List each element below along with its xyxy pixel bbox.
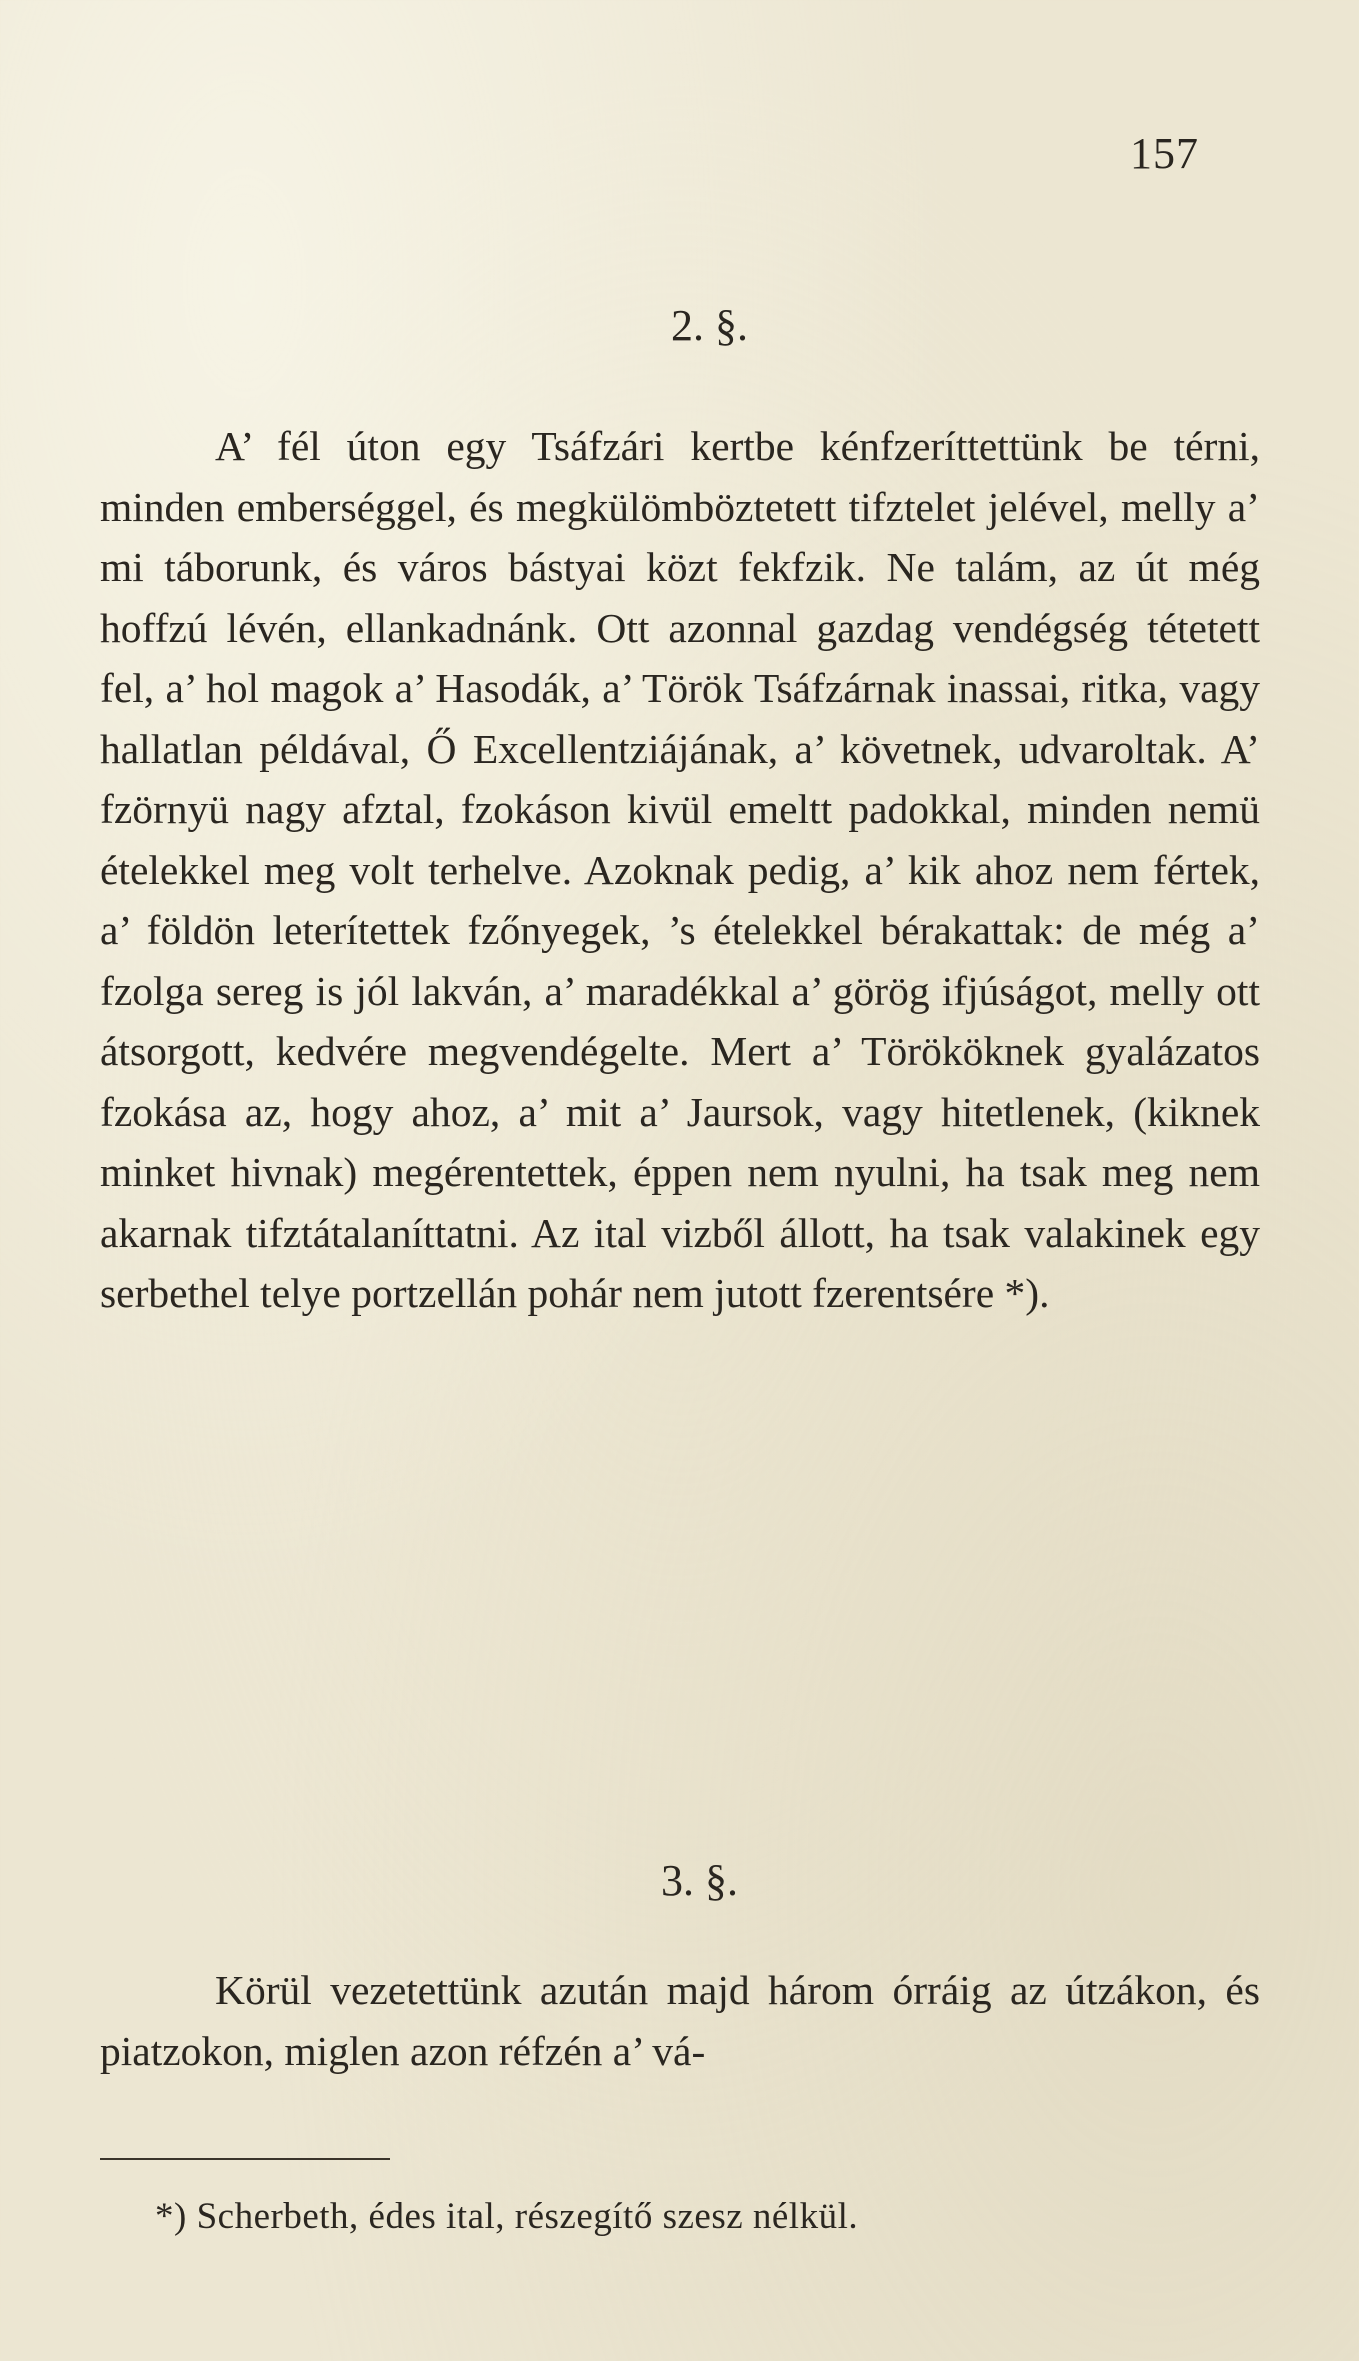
- page-number: 157: [1130, 129, 1199, 178]
- section-heading: 3. §.: [661, 1856, 738, 1905]
- footnote-divider: [100, 2158, 390, 2160]
- footnote: *) Scherbeth, édes ital, részegítő szesz nélkül.: [155, 2196, 859, 2237]
- body-paragraph: A’ fél úton egy Tsáfzári kertbe kénfzeríttettünk be térni, minden emberséggel, és megkülömböztetett tifztelet jelével, melly a’ mi táborunk, és város bástyai közt fekfzik. Ne talám, az út még hoffzú lévén, ellankadnánk. Ott azonnal gazdag vendégség tétetett fel, a’ hol magok a’ Hasodák, a’ Török Tsáfzárnak inassai, ritka, vagy hallatlan példával, Ő Excellentziájának, a’ követnek, udvaroltak. A’ fzörnyü nagy afztal, fzokáson kivül emeltt padokkal, minden nemü ételekkel meg volt terhelve. Azoknak pedig, a’ kik ahoz nem fértek, a’ földön leterítettek fzőnyegek, ’s ételekkel bérakattak: de még a’ fzolga sereg is jól lakván, a’ maradékkal a’ görög ifjúságot, melly ott átsorgott, kedvére megvendégelte. Mert a’ Törököknek gyalázatos fzokása az, hogy ahoz, a’ mit a’ Jaursok, vagy hitetlenek, (kiknek minket hivnak) megérentettek, éppen nem nyulni, ha tsak meg nem akarnak tifztátalaníttatni. Az ital vizből állott, ha tsak valakinek egy serbethel telye portzellán pohár nem jutott fzerentsére *).: [100, 423, 1260, 1316]
- body-paragraph: Körül vezetettünk azután majd három órráig az útzákon, és piatzokon, miglen azon réfzén a’ vá-: [100, 1967, 1260, 2074]
- section-heading: 2. §.: [671, 301, 748, 350]
